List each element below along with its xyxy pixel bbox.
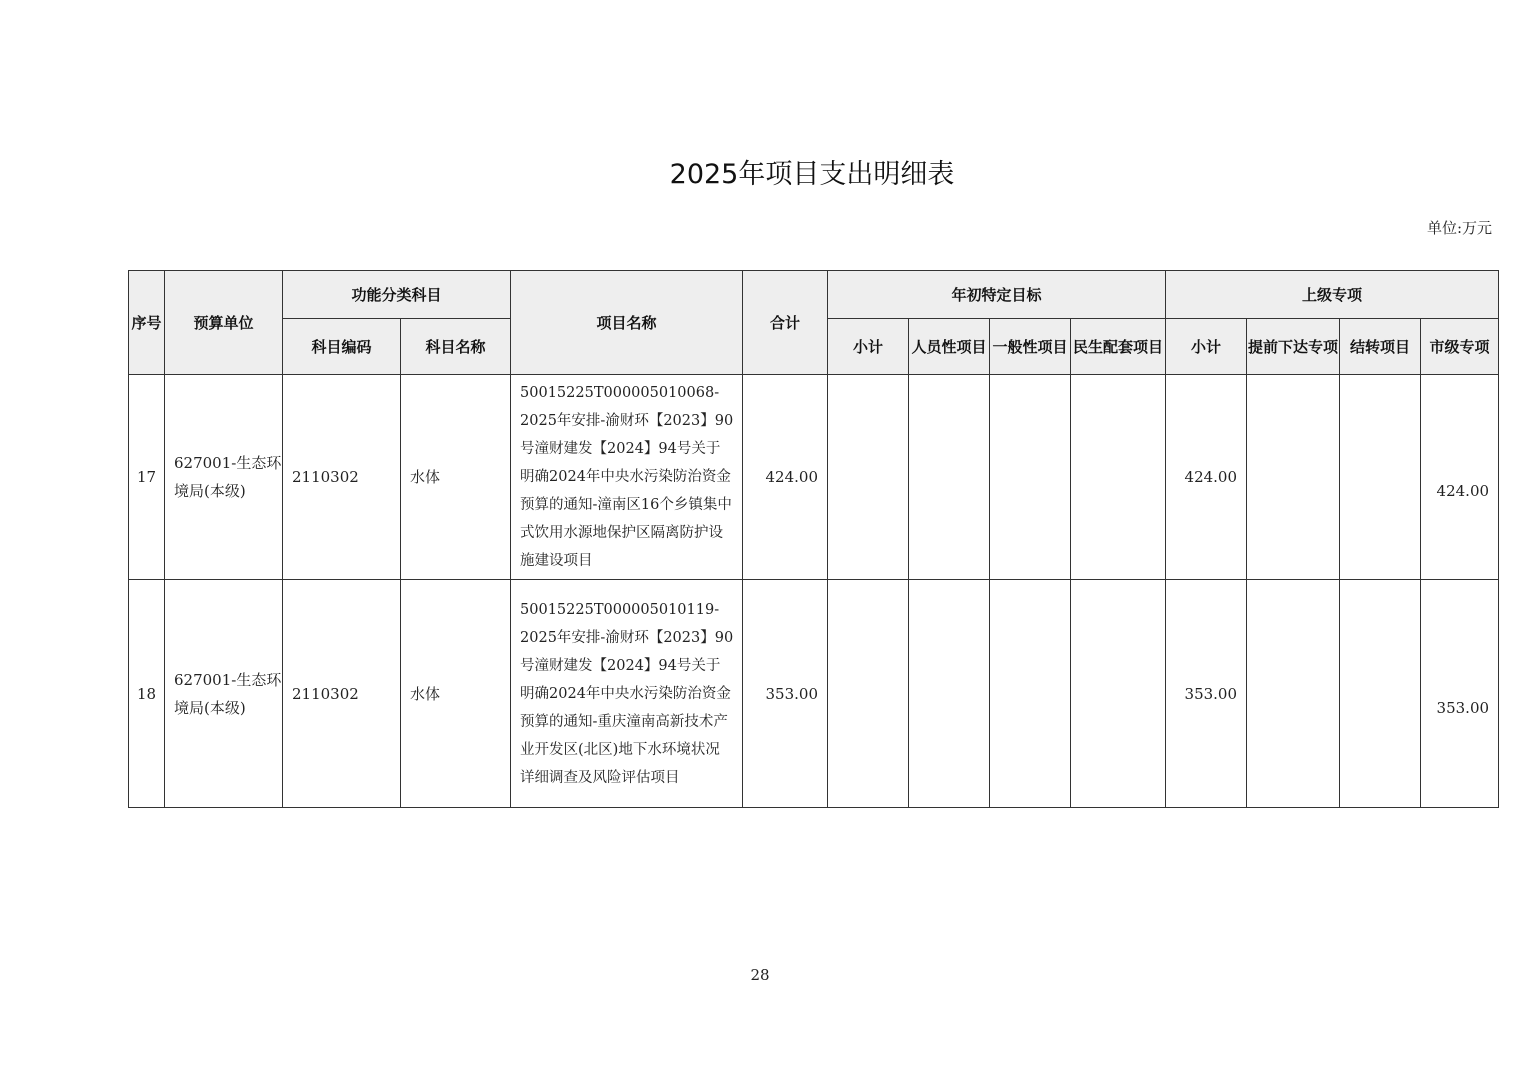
cell-u-carryover — [1340, 375, 1421, 580]
cell-total: 353.00 — [743, 580, 828, 808]
cell-t-personnel — [909, 375, 990, 580]
header-u-subtotal: 小计 — [1166, 319, 1247, 375]
header-u-carryover: 结转项目 — [1340, 319, 1421, 375]
cell-unit: 627001-生态环境局(本级) — [165, 580, 283, 808]
table-row — [129, 375, 1499, 580]
cell-u-subtotal: 353.00 — [1166, 580, 1247, 808]
header-project: 项目名称 — [511, 271, 743, 375]
cell-project: 50015225T000005010119-2025年安排-渝财环【2023】90号潼财建发【2024】94号关于明确2024年中央水污染防治资金预算的通知-重庆潼南高新技术产业开发区(北区)地下水环境状况详细调查及风险评估项目 — [511, 580, 743, 808]
header-name: 科目名称 — [401, 319, 511, 375]
cell-t-livelihood — [1071, 580, 1166, 808]
cell-code: 2110302 — [283, 580, 401, 808]
header-t-general: 一般性项目 — [990, 319, 1071, 375]
cell-seq: 17 — [129, 375, 165, 580]
cell-u-carryover — [1340, 580, 1421, 808]
cell-unit: 627001-生态环境局(本级) — [165, 375, 283, 580]
cell-t-livelihood — [1071, 375, 1166, 580]
cell-seq: 18 — [129, 580, 165, 808]
project-expenditure-table — [128, 270, 1499, 808]
table-row — [129, 580, 1499, 808]
header-upper-group: 上级专项 — [1166, 271, 1499, 319]
cell-u-advance — [1247, 580, 1340, 808]
header-t-personnel: 人员性项目 — [909, 319, 990, 375]
header-t-livelihood: 民生配套项目 — [1071, 319, 1166, 375]
header-target-group: 年初特定目标 — [828, 271, 1166, 319]
header-func-group: 功能分类科目 — [283, 271, 511, 319]
page-number: 28 — [750, 966, 770, 984]
cell-u-city-value: 424.00 — [1436, 482, 1490, 500]
header-seq: 序号 — [129, 271, 165, 375]
cell-project: 50015225T000005010068-2025年安排-渝财环【2023】90号潼财建发【2024】94号关于明确2024年中央水污染防治资金预算的通知-潼南区16个乡镇集中式饮用水源地保护区隔离防护设施建设项目 — [511, 375, 743, 580]
cell-t-subtotal — [828, 375, 909, 580]
header-u-advance: 提前下达专项 — [1247, 319, 1340, 375]
page-title: 2025年项目支出明细表 — [669, 159, 955, 190]
header-unit: 预算单位 — [165, 271, 283, 375]
cell-t-general — [990, 580, 1071, 808]
header-code: 科目编码 — [283, 319, 401, 375]
cell-total: 424.00 — [743, 375, 828, 580]
cell-name: 水体 — [401, 580, 511, 808]
header-t-subtotal: 小计 — [828, 319, 909, 375]
cell-code: 2110302 — [283, 375, 401, 580]
cell-name: 水体 — [401, 375, 511, 580]
cell-t-personnel — [909, 580, 990, 808]
cell-u-subtotal: 424.00 — [1166, 375, 1247, 580]
unit-label: 单位:万元 — [1426, 219, 1492, 237]
cell-u-city — [1421, 580, 1499, 808]
cell-u-city-value: 353.00 — [1436, 698, 1490, 717]
cell-t-subtotal — [828, 580, 909, 808]
cell-u-city — [1421, 375, 1499, 580]
header-total: 合计 — [743, 271, 828, 375]
header-u-city: 市级专项 — [1421, 319, 1499, 375]
cell-t-general — [990, 375, 1071, 580]
cell-u-advance — [1247, 375, 1340, 580]
